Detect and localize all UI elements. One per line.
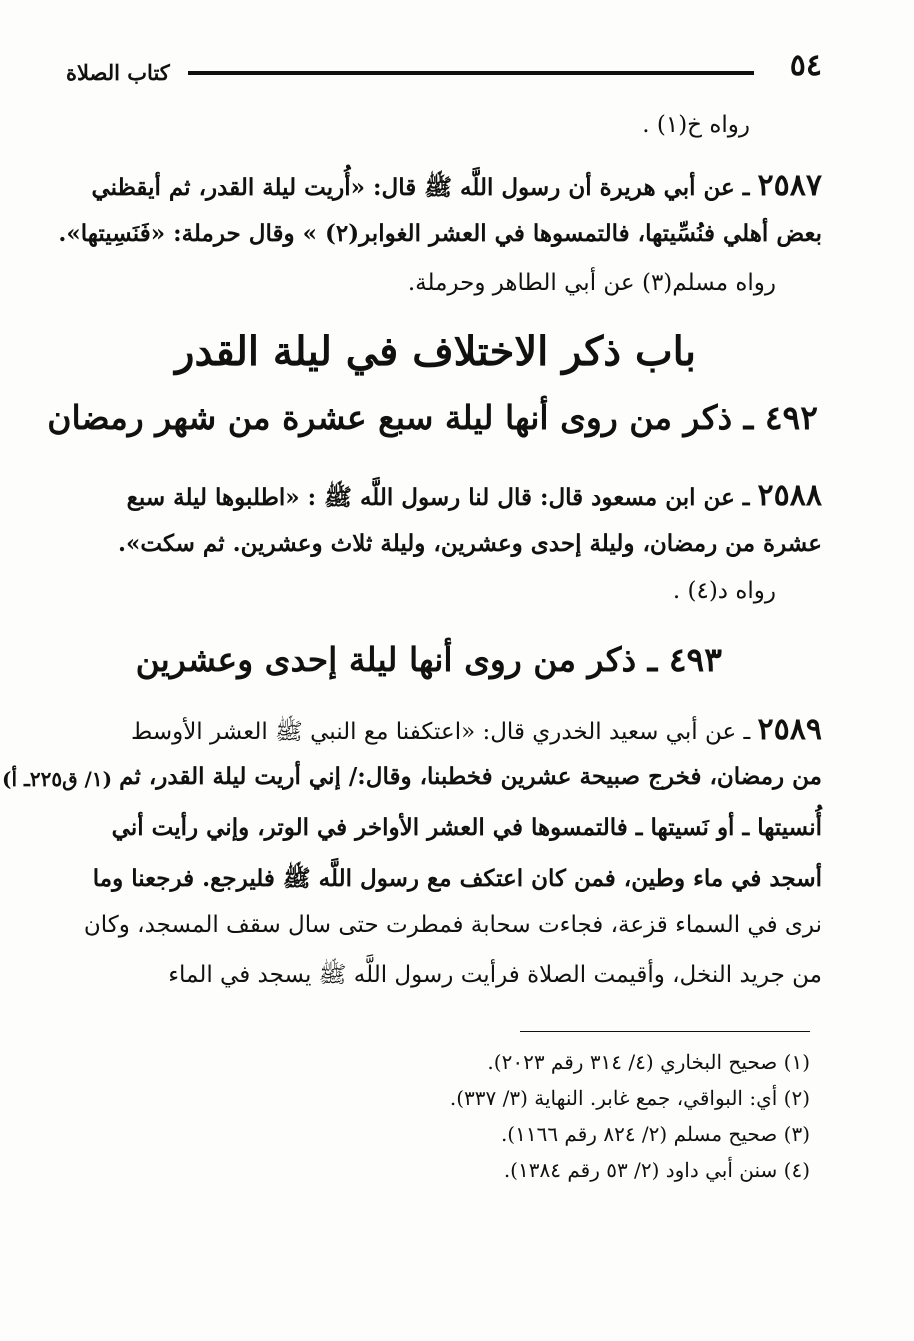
hadith-text: ـ عن ابن مسعود قال: قال لنا رسول اللَّه ﷺ : «اطلبوها ليلة سبع <box>126 484 758 511</box>
hadith-number: ٢٥٨٩ <box>757 712 822 747</box>
hadith-line <box>131 712 822 751</box>
footnote-rule <box>520 1031 810 1032</box>
margin-note: (١/ ق٢٢٥ـ أ) <box>2 767 113 791</box>
page-number: ٥٤ <box>789 48 822 83</box>
hadith-line <box>91 168 822 207</box>
text-line: رواه خ(١) . <box>642 112 750 138</box>
footnote: (١) صحيح البخاري (٤/ ٣١٤ رقم ٢٠٢٣). <box>487 1050 810 1074</box>
chapter-title: باب ذكر الاختلاف في ليلة القدر <box>175 328 696 375</box>
hadith-text: ـ عن أبي هريرة أن رسول اللَّه ﷺ قال: «أُريت ليلة القدر، ثم أيقظني <box>91 174 758 201</box>
text-line: بعض أهلي فنُسِّيتها، فالتمسوها في العشر الغوابر(٢) » وقال حرملة: «فَنَسِيتها». <box>58 220 822 247</box>
hadith-text: ـ عن أبي سعيد الخدري قال: «اعتكفنا مع النبي ﷺ العشر الأوسط <box>130 719 758 745</box>
footnote: (٤) سنن أبي داود (٢/ ٥٣ رقم ١٣٨٤). <box>503 1158 810 1182</box>
footnote: (٣) صحيح مسلم (٢/ ٨٢٤ رقم ١١٦٦). <box>500 1122 810 1146</box>
section-heading: ٤٩٣ ـ ذكر من روى أنها ليلة إحدى وعشرين <box>135 640 722 679</box>
text-line: رواه مسلم(٣) عن أبي الطاهر وحرملة. <box>407 270 776 296</box>
text-line: أسجد في ماء وطين، فمن كان اعتكف مع رسول اللَّه ﷺ فليرجع. فرجعنا وما <box>92 865 822 892</box>
header-rule <box>188 71 754 75</box>
hadith-line <box>127 478 822 517</box>
hadith-number: ٢٥٨٨ <box>757 478 822 513</box>
text-line: عشرة من رمضان، وليلة إحدى وعشرين، وليلة ثلاث وعشرين. ثم سكت». <box>117 530 822 557</box>
section-heading: ٤٩٢ ـ ذكر من روى أنها ليلة سبع عشرة من شهر رمضان <box>47 398 818 437</box>
text-line: من رمضان، فخرج صبيحة عشرين فخطبنا، وقال:/ إني أريت ليلة القدر، ثم <box>119 763 822 790</box>
text-line: رواه د(٤) . <box>672 578 776 604</box>
text-line: من جريد النخل، وأقيمت الصلاة فرأيت رسول اللَّه ﷺ يسجد في الماء <box>168 962 822 988</box>
running-title: كتاب الصلاة <box>66 60 170 85</box>
text-line: أُنسيتها ـ أو نَسيتها ـ فالتمسوها في العشر الأواخر في الوتر، وإني رأيت أني <box>111 814 822 841</box>
text-line: نرى في السماء قزعة، فجاءت سحابة فمطرت حتى سال سقف المسجد، وكان <box>83 912 822 938</box>
hadith-number: ٢٥٨٧ <box>757 168 822 203</box>
footnote: (٢) أي: البواقي، جمع غابر. النهاية (٣/ ٣٣٧). <box>449 1086 810 1110</box>
